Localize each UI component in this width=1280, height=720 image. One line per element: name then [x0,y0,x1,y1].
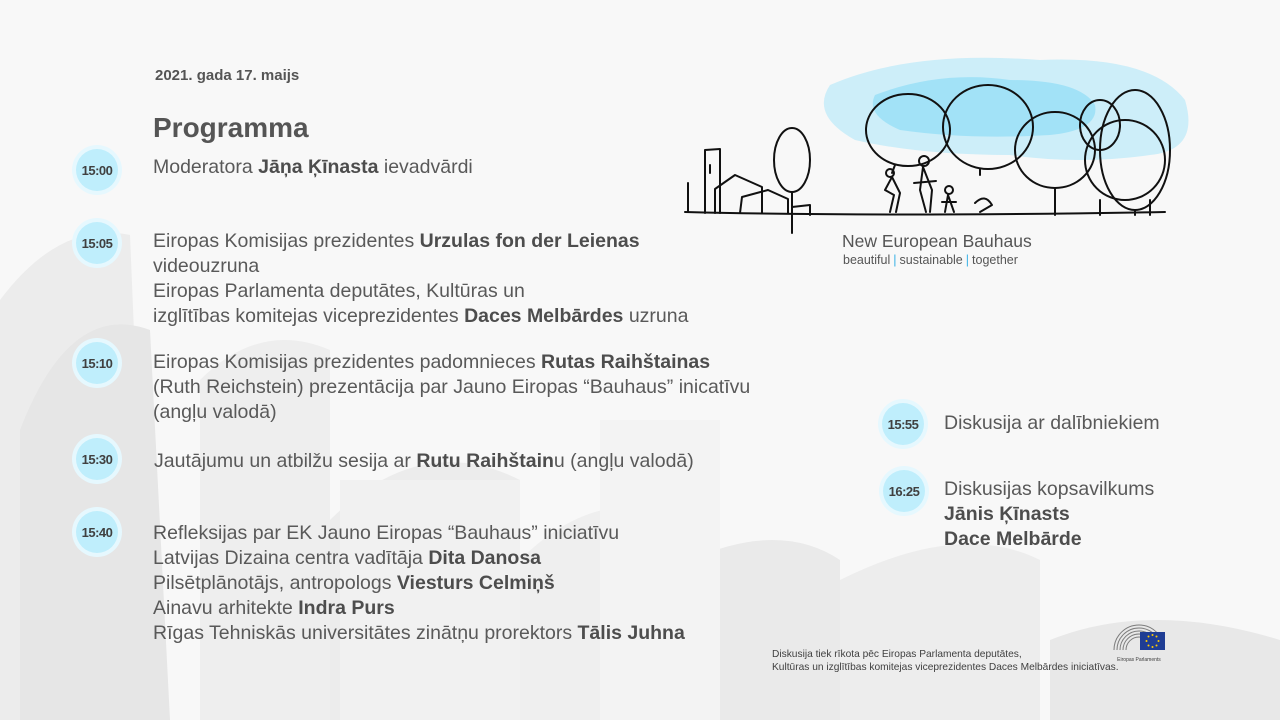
time-badge-1530: 15:30 [76,438,118,480]
time-badge-1500: 15:00 [76,149,118,191]
time-badge-1505: 15:05 [76,222,118,264]
schedule-item-1555: Diskusija ar dalībniekiem [944,412,1160,434]
brand-tagline: beautiful | sustainable | together [843,253,1018,267]
time-badge-1555: 15:55 [882,403,924,445]
schedule-item-1505: Eiropas Komisijas prezidentes Urzulas fon der Leienas videouzruna Eiropas Parlamenta deputātes, Kultūras un izglītības komitejas viceprezidentes Daces Melbārdes uzruna [153,230,689,327]
schedule-item-1540: Refleksijas par EK Jauno Eiropas “Bauhaus” iniciatīvu Latvijas Dizaina centra vadītāja Dita Danosa Pilsētplānotājs, antropologs Viesturs Celmiņš Ainavu arhitekte Indra Purs Rīgas Tehniskās universitātes zinātņu prorektors Tālis Juhna [153,522,685,644]
schedule-item-1500: Moderatora Jāņa Ķīnasta ievadvārdi [153,156,473,178]
brand-name: New European Bauhaus [842,231,1032,251]
time-badge-1540: 15:40 [76,511,118,553]
event-date: 2021. gada 17. maijs [155,67,300,84]
schedule-item-1510: Eiropas Komisijas prezidentes padomnieces Rutas Raihštainas (Ruth Reichstein) prezentācija par Jauno Eiropas “Bauhaus” inicatīvu (angļu valodā) [153,351,751,423]
time-badge-1625: 16:25 [883,470,925,512]
svg-text:Eiropas Parlaments: Eiropas Parlaments [1117,657,1161,663]
schedule-item-1530: Jautājumu un atbilžu sesija ar Rutu Raihštainu (angļu valodā) [154,450,694,472]
footer-note: Diskusija tiek rīkota pēc Eiropas Parlamenta deputātes, Kultūras un izglītības komitejas viceprezidentes Daces Melbārdes iniciatīvas. [772,649,1119,673]
page-title: Programma [153,112,309,143]
european-parliament-logo [1110,620,1168,664]
schedule-item-1625: Diskusijas kopsavilkums Jānis Ķīnasts Dace Melbārde [944,478,1155,550]
time-badge-1510: 15:10 [76,342,118,384]
